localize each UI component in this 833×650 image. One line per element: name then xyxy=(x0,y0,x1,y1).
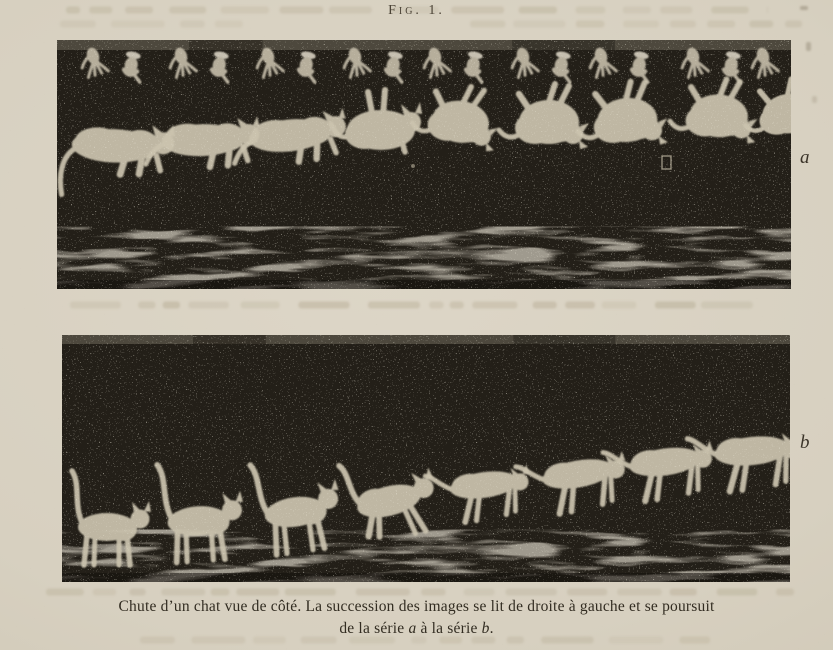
series-a-photograph xyxy=(57,40,791,289)
series-b-label: b xyxy=(800,432,810,453)
caption-series-a-ref: a xyxy=(408,620,417,637)
caption-line-2-text: de la série xyxy=(339,620,409,637)
photo-strip-series-b xyxy=(62,335,790,582)
series-b-photograph xyxy=(62,335,790,582)
series-a-label: a xyxy=(800,147,810,168)
caption-line-2-text2: à la série xyxy=(416,620,482,637)
caption-series-b-ref: b xyxy=(481,620,490,637)
caption-line-2-period: . xyxy=(489,620,494,637)
caption-line-1: Chute d’un chat vue de côté. La succession des images se lit de droite à gauche et se poursuit xyxy=(118,598,715,615)
caption-line-2 xyxy=(0,618,833,640)
figure-label: Fig. 1. xyxy=(388,3,445,18)
photo-strip-series-a xyxy=(57,40,791,289)
figure-caption xyxy=(0,596,833,640)
